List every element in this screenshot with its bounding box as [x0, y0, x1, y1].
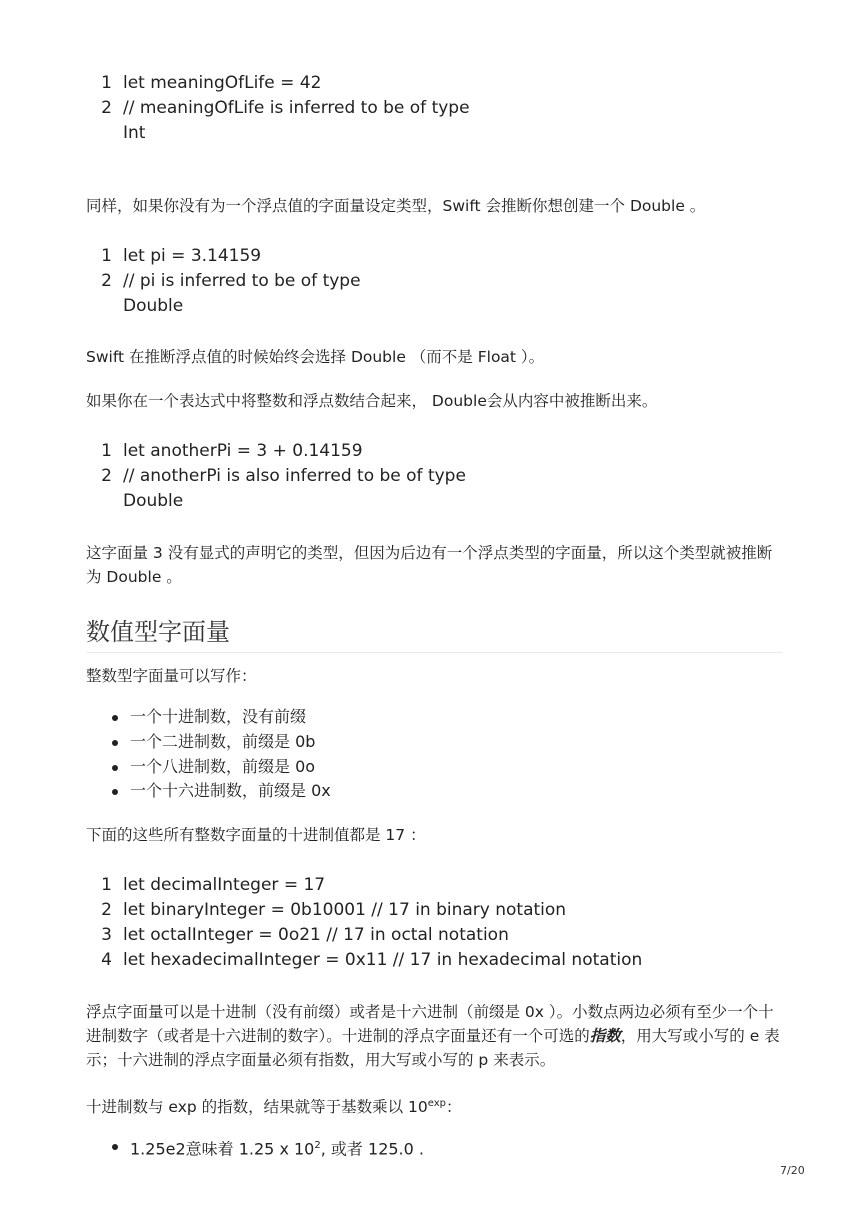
superscript: 2 [314, 1140, 321, 1151]
list-item: 一个二进制数，前缀是 0b [86, 730, 331, 755]
line-number: 2 [101, 271, 112, 291]
paragraph [86, 1092, 786, 1119]
line-number: 2 [101, 98, 112, 118]
code-line [90, 71, 470, 96]
code-block [90, 244, 361, 319]
code-line [90, 923, 642, 948]
paragraph-text: 浮点字面量可以是十进制（没有前缀）或者是十六进制（前缀是 0x ）。小数点两边必须有至少一个十进制数字（或者是十六进制的数字）。十进制的浮点字面量还有一个可选的 [86, 1003, 774, 1045]
list-item [86, 1134, 424, 1162]
paragraph: 这字面量 3 没有显式的声明它的类型，但因为后边有一个浮点类型的字面量，所以这个类型就被推断为 Double 。 [86, 544, 773, 586]
line-number: 2 [101, 466, 112, 486]
code-text: let octalInteger = 0o21 // 17 in octal notation [123, 925, 509, 945]
paragraph-text: ： [446, 1098, 462, 1117]
paragraph: 同样，如果你没有为一个浮点值的字面量设定类型，Swift 会推断你想创建一个 Double 。 [86, 197, 706, 215]
code-text: // anotherPi is also inferred to be of type [123, 466, 466, 486]
emphasis-text: 指数 [589, 1027, 621, 1045]
bullet-list [86, 1134, 424, 1162]
line-number: 4 [101, 950, 112, 970]
paragraph-text: ，用大写或小写的 e 表示；十六进制的浮点字面量必须有指数，用大写或小写的 p 来表示。 [86, 1027, 780, 1069]
code-line [90, 898, 642, 923]
code-line [90, 244, 361, 269]
code-line [90, 269, 361, 294]
superscript: exp [427, 1098, 447, 1109]
code-text: let decimalInteger = 17 [123, 875, 326, 895]
line-number: 1 [101, 875, 112, 895]
paragraph [86, 1000, 786, 1072]
code-line [90, 464, 466, 489]
code-continuation: Int [123, 123, 146, 143]
code-text: // pi is inferred to be of type [123, 271, 361, 291]
code-text: // meaningOfLife is inferred to be of type [123, 98, 470, 118]
list-item-text: 1.25e2意味着 1.25 x 10 [130, 1139, 315, 1159]
list-item: 一个十进制数，没有前缀 [86, 705, 331, 730]
list-item: 一个八进制数，前缀是 0o [86, 755, 331, 780]
line-number: 1 [101, 73, 112, 93]
code-continuation: Double [123, 296, 184, 316]
code-block [90, 439, 466, 514]
paragraph: 下面的这些所有整数字面量的十进制值都是 17 ： [86, 826, 426, 844]
bullet-list [86, 705, 331, 804]
code-continuation: Double [123, 491, 184, 511]
line-number: 1 [101, 441, 112, 461]
line-number: 3 [101, 925, 112, 945]
code-block [90, 873, 642, 973]
code-text: let pi = 3.14159 [123, 246, 262, 266]
list-item: 一个十六进制数，前缀是 0x [86, 779, 331, 804]
line-number: 1 [101, 246, 112, 266]
code-line [90, 873, 642, 898]
code-text: let hexadecimalInteger = 0x11 // 17 in hexadecimal notation [123, 950, 643, 970]
line-number: 2 [101, 900, 112, 920]
paragraph: Swift 在推断浮点值的时候始终会选择 Double （而不是 Float ）。 [86, 348, 545, 366]
section-heading: 数值型字面量 [86, 614, 782, 653]
paragraph-text: 十进制数与 exp 的指数，结果就等于基数乘以 10 [86, 1098, 428, 1117]
code-line [90, 96, 470, 121]
code-line [90, 439, 466, 464]
paragraph: 如果你在一个表达式中将整数和浮点数结合起来， Double会从内容中被推断出来。 [86, 392, 658, 410]
code-text: let anotherPi = 3 + 0.14159 [123, 441, 363, 461]
code-text: let binaryInteger = 0b10001 // 17 in binary notation [123, 900, 567, 920]
code-text: let meaningOfLife = 42 [123, 73, 322, 93]
code-block [90, 71, 470, 146]
paragraph: 整数型字面量可以写作： [86, 667, 257, 685]
page-number: 7/20 [780, 1164, 805, 1177]
list-item-text: , 或者 125.0 . [320, 1139, 424, 1159]
code-line [90, 948, 642, 973]
